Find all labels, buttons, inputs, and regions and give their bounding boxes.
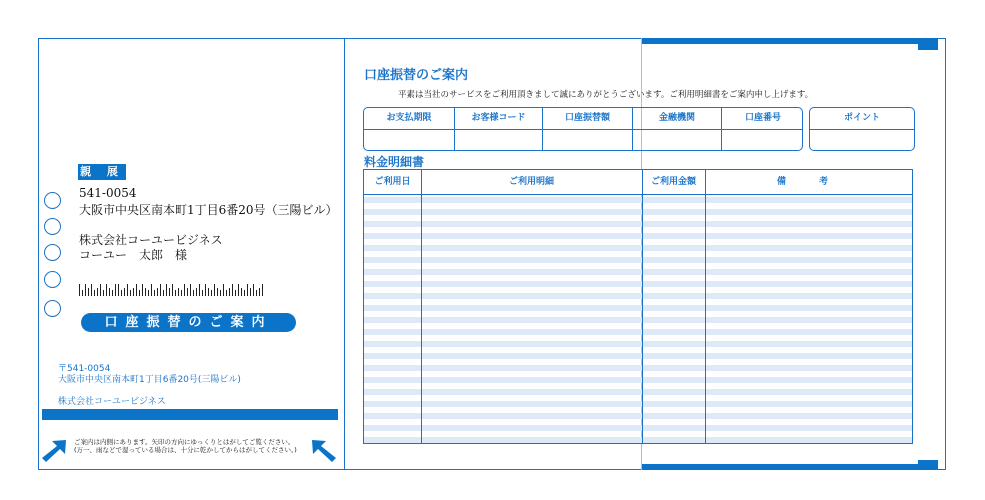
column-divider [705, 170, 706, 443]
info-col-due-date [363, 108, 454, 150]
statement-row-stripe [364, 353, 912, 359]
barcode-bar [187, 288, 188, 296]
info-header-due-date: お支払期限 [364, 108, 454, 130]
info-col-account-number [721, 108, 803, 150]
barcode-bar [244, 290, 245, 296]
barcode-bar [148, 290, 149, 296]
barcode-bar [169, 288, 170, 296]
column-divider [421, 170, 422, 443]
statement-row-stripe [364, 401, 912, 407]
sender-address: 大阪市中央区南本町1丁目6番20号(三陽ビル) [58, 375, 241, 385]
barcode-bar [142, 284, 143, 296]
barcode-bar [223, 284, 224, 296]
postal-code: 541-0054 [79, 186, 137, 200]
barcode-bar [85, 284, 86, 296]
points-box [809, 107, 915, 151]
barcode-bar [157, 288, 158, 296]
barcode-bar [199, 284, 200, 296]
barcode-bar [154, 290, 155, 296]
peel-strip-top [642, 38, 918, 44]
arrow-up-right-icon [42, 438, 68, 464]
sender-band [42, 409, 338, 420]
barcode-bar [109, 288, 110, 296]
statement-row-stripe [364, 233, 912, 239]
barcode-bar [160, 284, 161, 296]
info-header-bank: 金融機関 [633, 108, 721, 130]
statement-row-stripe [364, 437, 912, 443]
barcode-bar [205, 284, 206, 296]
barcode-bar [241, 288, 242, 296]
barcode-bar [181, 290, 182, 296]
barcode-bar [151, 284, 152, 296]
info-col-transfer-amount [542, 108, 632, 150]
page-title: 口座振替のご案内 [364, 68, 469, 83]
peel-instructions [74, 438, 297, 454]
statement-row-stripe [364, 389, 912, 395]
barcode-bar [202, 290, 203, 296]
info-header-transfer-amount: 口座振替額 [543, 108, 632, 130]
barcode-bar [163, 290, 164, 296]
barcode-bar [250, 288, 251, 296]
customer-barcode [79, 284, 263, 296]
recipient-name: コーユー 太郎 様 [79, 248, 188, 262]
statement-row-stripe [364, 377, 912, 383]
recipient-address: 大阪市中央区南本町1丁目6番20号（三陽ビル） [79, 203, 338, 217]
info-col-customer-code [454, 108, 542, 150]
greeting-text: 平素は当社のサービスをご利用頂きまして誠にありがとうございます。ご利用明細書をご案内申し上げます。 [398, 90, 814, 100]
barcode-bar [217, 288, 218, 296]
statement-row-stripe [364, 245, 912, 251]
barcode-bar [103, 290, 104, 296]
statement-row-stripe [364, 293, 912, 299]
barcode-bar [97, 288, 98, 296]
barcode-bar [115, 284, 116, 296]
barcode-bar [235, 290, 236, 296]
statement-row-stripe [364, 221, 912, 227]
barcode-bar [190, 284, 191, 296]
points-header: ポイント [810, 108, 914, 130]
barcode-bar [193, 290, 194, 296]
barcode-bar [166, 284, 167, 296]
barcode-bar [196, 288, 197, 296]
peel-instructions-line2: (万一、雨などで湿っている場合は、十分に乾かしてからはがしてください。) [74, 446, 297, 454]
fold-divider [344, 38, 345, 470]
arrow-up-left-icon [310, 438, 336, 464]
barcode-bar [82, 290, 83, 296]
peel-strip-bottom [642, 464, 918, 470]
barcode-bar [94, 290, 95, 296]
header-usage-date: ご利用日 [374, 177, 411, 187]
barcode-bar [91, 284, 92, 296]
info-col-bank [632, 108, 721, 150]
punch-hole [44, 300, 61, 317]
statement-row-stripe [364, 305, 912, 311]
barcode-bar [118, 284, 119, 296]
statement-table [363, 169, 913, 444]
punch-hole [44, 244, 61, 261]
barcode-bar [253, 284, 254, 296]
barcode-bar [112, 290, 113, 296]
barcode-bar [214, 284, 215, 296]
recipient-company: 株式会社コーユービジネス [79, 233, 223, 247]
barcode-bar [247, 284, 248, 296]
barcode-bar [127, 284, 128, 296]
barcode-bar [229, 288, 230, 296]
barcode-bar [172, 284, 173, 296]
mailer-title-pill: 口座振替のご案内 [81, 313, 296, 332]
barcode-bar [133, 288, 134, 296]
barcode-bar [88, 288, 89, 296]
statement-row-stripe [364, 269, 912, 275]
barcode-bar [232, 284, 233, 296]
barcode-bar [136, 284, 137, 296]
header-usage-details: ご利用明細 [508, 177, 554, 187]
barcode-bar [100, 284, 101, 296]
barcode-bar [211, 290, 212, 296]
statement-row-stripe [364, 413, 912, 419]
header-usage-amount: ご利用金額 [650, 177, 696, 187]
barcode-bar [106, 284, 107, 296]
barcode-bar [238, 284, 239, 296]
barcode-bar [262, 284, 263, 296]
sender-postal: 〒541-0054 [58, 364, 111, 374]
statement-header-row [364, 170, 912, 195]
barcode-bar [256, 290, 257, 296]
statement-row-stripe [364, 197, 912, 203]
statement-row-stripe [364, 425, 912, 431]
punch-hole [44, 218, 61, 235]
statement-row-stripe [364, 257, 912, 263]
statement-title: 料金明細書 [364, 155, 425, 169]
barcode-bar [220, 290, 221, 296]
confidential-badge: 親 展 [78, 164, 126, 180]
barcode-bar [259, 288, 260, 296]
peel-instructions-line1: ご案内は内側にあります。矢印の方向にゆっくりとはがしてご覧ください。 [74, 438, 295, 446]
statement-row-stripe [364, 329, 912, 335]
barcode-bar [79, 284, 80, 296]
info-header-account-number: 口座番号 [722, 108, 803, 130]
statement-row-stripe [364, 341, 912, 347]
barcode-bar [178, 288, 179, 296]
statement-row-stripe [364, 281, 912, 287]
punch-hole [44, 271, 61, 288]
header-remarks: 備 考 [776, 177, 840, 187]
sender-company: 株式会社コーユービジネス [58, 397, 166, 407]
barcode-bar [184, 284, 185, 296]
barcode-bar [130, 290, 131, 296]
peel-tab-top [918, 38, 938, 50]
punch-hole [44, 192, 61, 209]
barcode-bar [124, 288, 125, 296]
barcode-bar [175, 290, 176, 296]
info-header-customer-code: お客様コード [455, 108, 542, 130]
barcode-bar [139, 290, 140, 296]
peel-tab-bottom [918, 460, 938, 470]
statement-row-stripe [364, 317, 912, 323]
column-divider [642, 170, 643, 443]
statement-row-stripe [364, 209, 912, 215]
barcode-bar [121, 290, 122, 296]
barcode-bar [208, 288, 209, 296]
barcode-bar [145, 288, 146, 296]
barcode-bar [226, 290, 227, 296]
payment-info-table [363, 107, 803, 151]
statement-row-stripe [364, 365, 912, 371]
